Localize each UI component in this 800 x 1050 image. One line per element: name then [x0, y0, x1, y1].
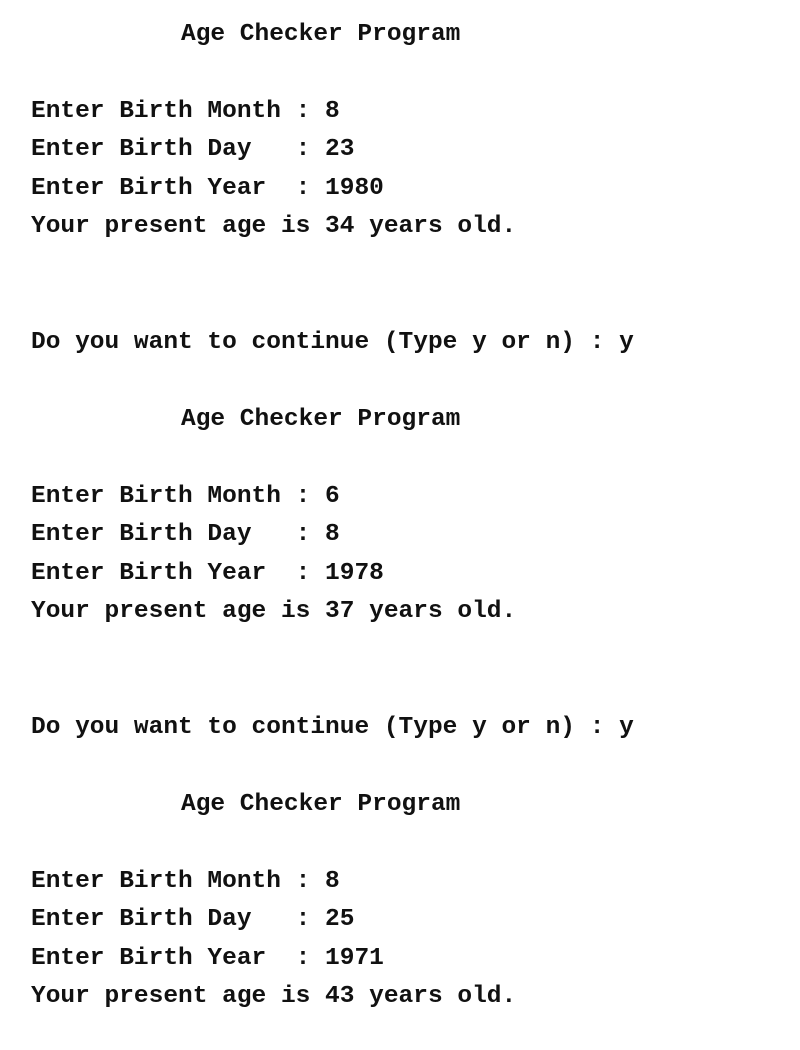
age-result: Your present age is 37 years old.: [31, 598, 517, 625]
program-title: Age Checker Program: [181, 406, 461, 433]
continue-prompt: Do you want to continue (Type y or n) : y: [31, 714, 634, 741]
age-result: Your present age is 43 years old.: [31, 983, 517, 1010]
birth-month-prompt: Enter Birth Month : 8: [31, 98, 340, 125]
continue-prompt: Do you want to continue (Type y or n) : y: [31, 329, 634, 356]
program-title: Age Checker Program: [181, 791, 461, 818]
age-result: Your present age is 34 years old.: [31, 213, 517, 240]
program-title: Age Checker Program: [181, 21, 461, 48]
birth-month-prompt: Enter Birth Month : 6: [31, 483, 340, 510]
birth-month-prompt: Enter Birth Month : 8: [31, 868, 340, 895]
birth-year-prompt: Enter Birth Year : 1980: [31, 175, 384, 202]
birth-day-prompt: Enter Birth Day : 23: [31, 136, 355, 163]
birth-year-prompt: Enter Birth Year : 1978: [31, 560, 384, 587]
birth-day-prompt: Enter Birth Day : 8: [31, 521, 340, 548]
birth-day-prompt: Enter Birth Day : 25: [31, 906, 355, 933]
birth-year-prompt: Enter Birth Year : 1971: [31, 945, 384, 972]
